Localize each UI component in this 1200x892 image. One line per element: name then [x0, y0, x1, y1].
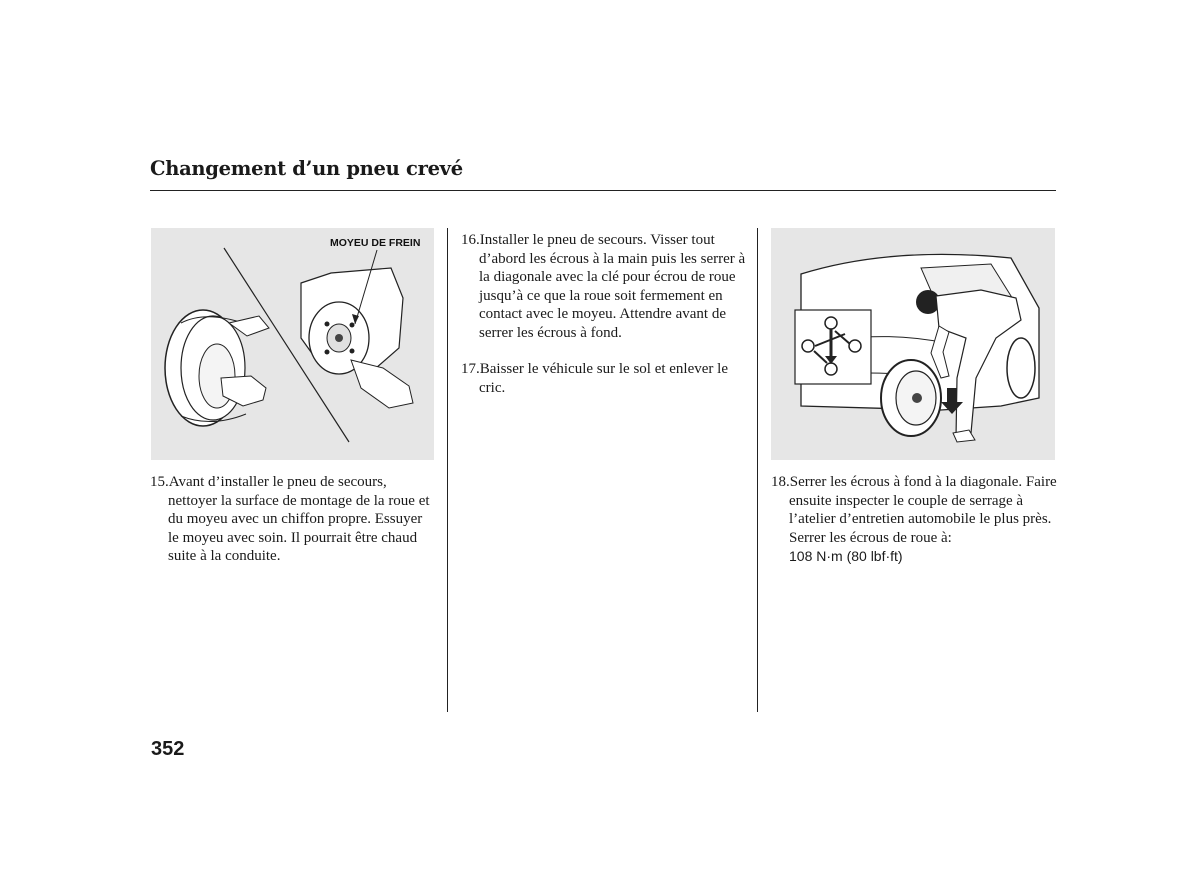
steps-16-17 — [461, 231, 750, 397]
page-number: 352 — [151, 738, 185, 760]
step-15 — [150, 473, 434, 566]
step-18-text: 18.Serrer les écrous à fond à la diagonale. Faire ensuite inspecter le couple de serrage à l’atelier d’entretien automobile le plus près. — [771, 474, 1057, 527]
step-15-text: 15.Avant d’installer le pneu de secours, nettoyer la surface de montage de la roue et du moyeu avec un chiffon propre. Essuyer le moyeu avec soin. Il pourrait être chaud suite à la conduite. — [150, 474, 430, 564]
figure-hub-cleaning — [151, 228, 434, 460]
torque-value: 108 N·m (80 lbf·ft) — [789, 548, 903, 564]
step-18 — [771, 473, 1059, 566]
figure-tighten-nuts — [771, 228, 1055, 460]
step-17-text: 17.Baisser le véhicule sur le sol et enlever le cric. — [461, 361, 728, 396]
column-divider-2 — [757, 228, 758, 712]
title-rule — [150, 190, 1056, 191]
column-divider-1 — [447, 228, 448, 712]
hub-label: MOYEU DE FREIN — [330, 237, 421, 249]
step-18-torque-intro: Serrer les écrous de roue à: — [789, 529, 952, 546]
hub-cleaning-illustration — [151, 228, 434, 460]
page-title: Changement d’un pneu crevé — [150, 157, 463, 180]
step-16-text: 16.Installer le pneu de secours. Visser tout d’abord les écrous à la main puis les serrer à la diagonale avec la clé pour écrou de roue jusqu’à ce que la roue soit fermement en contact avec le moyeu. Attendre avant de serrer les écrous à fond. — [461, 232, 746, 341]
car-wheel-illustration — [771, 228, 1055, 460]
